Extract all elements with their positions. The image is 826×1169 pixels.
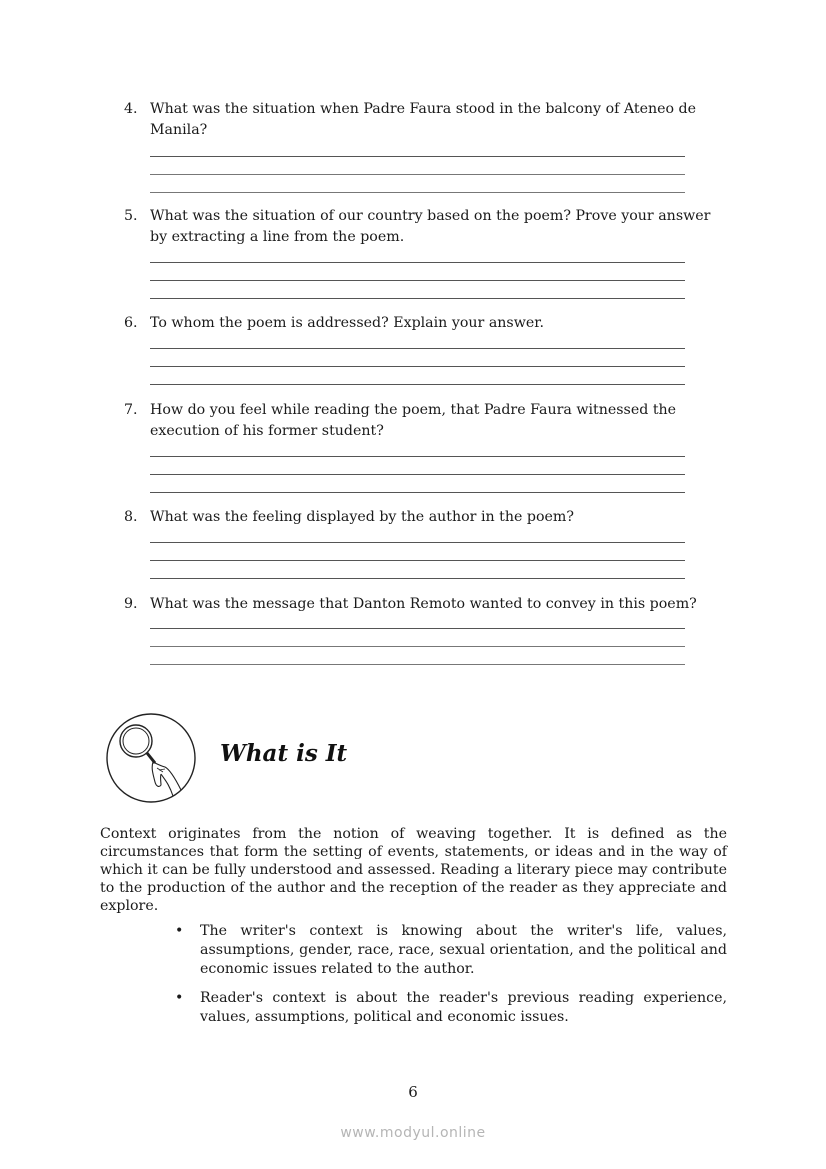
question-number: 6.	[124, 315, 138, 331]
answer-line[interactable]	[150, 578, 685, 579]
question-text: What was the message that Danton Remoto wanted to convey in this poem?	[150, 596, 697, 612]
answer-line[interactable]	[150, 192, 685, 193]
question-number: 8.	[124, 509, 138, 525]
question-text: How do you feel while reading the poem, that Padre Faura witnessed the execution of his former student?	[150, 402, 677, 439]
question-number: 9.	[124, 596, 138, 612]
question-number: 4.	[124, 101, 138, 117]
bullet-text: Reader's context is about the reader's previous reading experience, values, assumptions, political and economic issues.	[200, 990, 727, 1025]
answer-line[interactable]	[150, 384, 685, 385]
question-text: What was the situation of our country based on the poem? Prove your answer by extracting a line from the poem.	[150, 208, 711, 245]
answer-line[interactable]	[150, 492, 685, 493]
answer-line[interactable]	[150, 262, 685, 263]
answer-line[interactable]	[150, 174, 685, 175]
question-number: 5.	[124, 208, 138, 224]
answer-line[interactable]	[150, 156, 685, 157]
answer-line[interactable]	[150, 646, 685, 647]
answer-line[interactable]	[150, 348, 685, 349]
answer-line[interactable]	[150, 628, 685, 629]
answer-line[interactable]	[150, 664, 685, 665]
answer-line[interactable]	[150, 280, 685, 281]
watermark: www.modyul.online	[340, 1125, 486, 1141]
bullet-text: The writer's context is knowing about the writer's life, values, assumptions, gender, race, race, sexual orientation, and the political and economic issues related to the author.	[200, 923, 727, 977]
bullet-marker: •	[175, 990, 184, 1006]
bullet-marker: •	[175, 923, 184, 939]
question-number: 7.	[124, 402, 138, 418]
page-number: 6	[408, 1083, 418, 1101]
answer-line[interactable]	[150, 456, 685, 457]
intro-paragraph: Context originates from the notion of weaving together. It is defined as the circumstances that form the setting of events, statements, or ideas and in the way of which it can be fully understood and assessed. Reading a literary piece may contribute to the production of the author and the reception of the reader as they appreciate and explore.	[100, 826, 727, 914]
section-title: What is It	[220, 740, 348, 767]
question-text: What was the feeling displayed by the author in the poem?	[150, 509, 574, 525]
answer-line[interactable]	[150, 560, 685, 561]
answer-line[interactable]	[150, 474, 685, 475]
answer-line[interactable]	[150, 366, 685, 367]
magnifying-glass-in-hand-icon	[105, 712, 197, 804]
answer-line[interactable]	[150, 298, 685, 299]
answer-line[interactable]	[150, 542, 685, 543]
question-text: To whom the poem is addressed? Explain your answer.	[150, 315, 544, 331]
question-text: What was the situation when Padre Faura stood in the balcony of Ateneo de Manila?	[150, 101, 697, 138]
